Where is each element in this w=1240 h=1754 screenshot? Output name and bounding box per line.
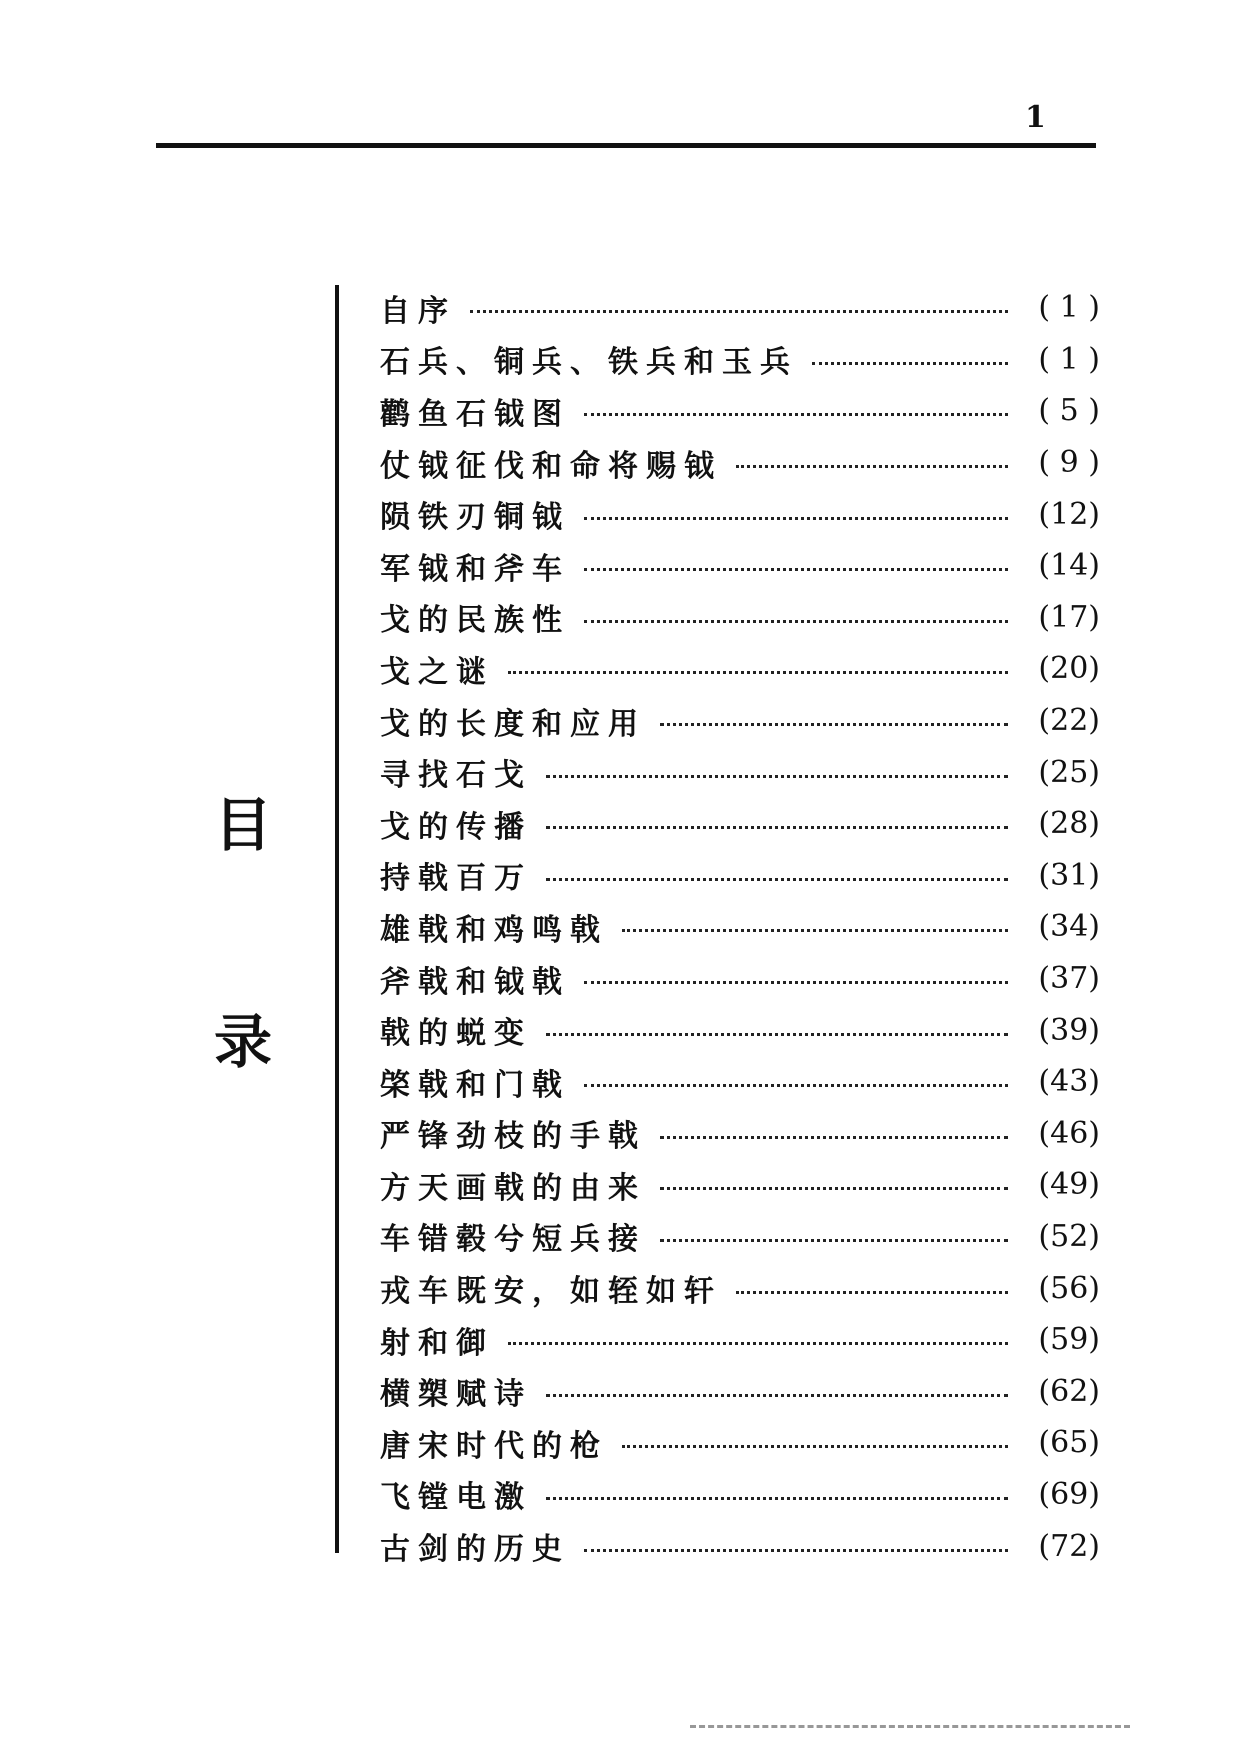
toc-entry-title: 鹳鱼石钺图 xyxy=(380,396,570,432)
header-rule xyxy=(156,143,1096,148)
toc-entry[interactable] xyxy=(380,334,1100,386)
toc-entry[interactable] xyxy=(380,437,1100,489)
toc-entry-page: (65) xyxy=(1038,1425,1100,1461)
toc-entry-page: (52) xyxy=(1038,1218,1100,1254)
toc-entry-page: (37) xyxy=(1038,961,1100,997)
toc-leader-dots xyxy=(584,981,1008,984)
toc-leader-dots xyxy=(584,413,1008,416)
toc-entry[interactable] xyxy=(380,850,1100,902)
toc-entry-page: (69) xyxy=(1038,1476,1100,1512)
toc-entry[interactable] xyxy=(380,1211,1100,1263)
toc-leader-dots xyxy=(546,1033,1008,1036)
toc-entry-title: 横槊赋诗 xyxy=(380,1377,532,1413)
toc-entry[interactable] xyxy=(380,695,1100,747)
toc-entry[interactable] xyxy=(380,798,1100,850)
toc-entry[interactable] xyxy=(380,1159,1100,1211)
toc-leader-dots xyxy=(546,878,1008,881)
toc-entry[interactable] xyxy=(380,1417,1100,1469)
toc-entry-page: (17) xyxy=(1038,599,1100,635)
toc-entry-title: 棨戟和门戟 xyxy=(380,1067,570,1103)
toc-entry-title: 持戟百万 xyxy=(380,861,532,897)
toc-entry-title: 自序 xyxy=(380,293,456,329)
toc-entry-title: 飞镗电激 xyxy=(380,1480,532,1516)
toc-entry-page: (49) xyxy=(1038,1167,1100,1203)
toc-entry-title: 斧戟和钺戟 xyxy=(380,964,570,1000)
side-title-char-1: 目 xyxy=(213,791,272,859)
table-of-contents xyxy=(380,282,1100,1572)
toc-entry-page: ( 1 ) xyxy=(1038,341,1100,377)
toc-entry-page: (25) xyxy=(1038,754,1100,790)
toc-entry-page: (12) xyxy=(1038,496,1100,532)
toc-entry-title: 石兵、铜兵、铁兵和玉兵 xyxy=(380,345,798,381)
toc-leader-dots xyxy=(546,826,1008,829)
toc-vertical-rule xyxy=(335,285,339,1553)
toc-entry[interactable] xyxy=(380,540,1100,592)
toc-leader-dots xyxy=(660,723,1008,726)
toc-leader-dots xyxy=(622,1445,1008,1448)
toc-entry[interactable] xyxy=(380,1262,1100,1314)
side-title-char-2: 录 xyxy=(213,1008,272,1076)
toc-entry[interactable] xyxy=(380,1056,1100,1108)
toc-entry[interactable] xyxy=(380,385,1100,437)
toc-entry-title: 军钺和斧车 xyxy=(380,551,570,587)
toc-leader-dots xyxy=(584,1549,1008,1552)
toc-leader-dots xyxy=(584,620,1008,623)
toc-entry-title: 戈的长度和应用 xyxy=(380,706,646,742)
toc-entry-page: (31) xyxy=(1038,857,1100,893)
toc-entry[interactable] xyxy=(380,901,1100,953)
toc-entry-page: ( 1 ) xyxy=(1038,290,1100,326)
toc-entry-page: (43) xyxy=(1038,1064,1100,1100)
toc-entry-title: 古剑的历史 xyxy=(380,1532,570,1568)
toc-entry[interactable] xyxy=(380,1365,1100,1417)
toc-leader-dots xyxy=(546,775,1008,778)
toc-leader-dots xyxy=(736,465,1008,468)
toc-leader-dots xyxy=(660,1187,1008,1190)
toc-entry[interactable] xyxy=(380,1469,1100,1521)
toc-entry[interactable] xyxy=(380,592,1100,644)
toc-entry-title: 戈的民族性 xyxy=(380,603,570,639)
toc-entry[interactable] xyxy=(380,953,1100,1005)
toc-entry-title: 唐宋时代的枪 xyxy=(380,1428,608,1464)
toc-entry-page: (28) xyxy=(1038,806,1100,842)
toc-leader-dots xyxy=(508,671,1008,674)
toc-entry-title: 戈之谜 xyxy=(380,654,494,690)
toc-entry-page: (20) xyxy=(1038,651,1100,687)
toc-leader-dots xyxy=(584,1084,1008,1087)
toc-entry-title: 严锋劲枝的手戟 xyxy=(380,1119,646,1155)
toc-leader-dots xyxy=(546,1394,1008,1397)
toc-entry-page: (34) xyxy=(1038,909,1100,945)
toc-entry[interactable] xyxy=(380,1314,1100,1366)
toc-entry-title: 车错毂兮短兵接 xyxy=(380,1222,646,1258)
toc-leader-dots xyxy=(508,1342,1008,1345)
toc-leader-dots xyxy=(812,362,1008,365)
toc-entry[interactable] xyxy=(380,282,1100,334)
toc-entry-page: (39) xyxy=(1038,1012,1100,1048)
toc-entry-title: 戎车既安，如轾如轩 xyxy=(380,1274,722,1310)
toc-entry-page: ( 5 ) xyxy=(1038,393,1100,429)
toc-leader-dots xyxy=(660,1136,1008,1139)
toc-leader-dots xyxy=(660,1239,1008,1242)
toc-entry-title: 寻找石戈 xyxy=(380,758,532,794)
toc-entry-title: 陨铁刃铜钺 xyxy=(380,500,570,536)
toc-entry-page: (72) xyxy=(1038,1528,1100,1564)
toc-entry[interactable] xyxy=(380,746,1100,798)
toc-leader-dots xyxy=(546,1497,1008,1500)
toc-entry-title: 戈的传播 xyxy=(380,809,532,845)
toc-entry-title: 雄戟和鸡鸣戟 xyxy=(380,912,608,948)
toc-entry[interactable] xyxy=(380,488,1100,540)
footer-scan-noise xyxy=(690,1722,1130,1728)
toc-entry-page: (62) xyxy=(1038,1373,1100,1409)
toc-entry[interactable] xyxy=(380,1004,1100,1056)
toc-entry-page: ( 9 ) xyxy=(1038,445,1100,481)
toc-entry-page: (14) xyxy=(1038,548,1100,584)
toc-entry-page: (22) xyxy=(1038,703,1100,739)
toc-entry-title: 仗钺征伐和命将赐钺 xyxy=(380,448,722,484)
toc-entry-title: 戟的蜕变 xyxy=(380,1016,532,1052)
toc-leader-dots xyxy=(470,310,1008,313)
toc-entry[interactable] xyxy=(380,643,1100,695)
toc-entry-title: 方天画戟的由来 xyxy=(380,1170,646,1206)
toc-entry-page: (59) xyxy=(1038,1322,1100,1358)
toc-entry[interactable] xyxy=(380,1108,1100,1160)
page-number: 1 xyxy=(1025,100,1046,135)
toc-leader-dots xyxy=(584,568,1008,571)
toc-entry-page: (46) xyxy=(1038,1115,1100,1151)
toc-entry-title: 射和御 xyxy=(380,1325,494,1361)
toc-entry[interactable] xyxy=(380,1520,1100,1572)
toc-entry-page: (56) xyxy=(1038,1270,1100,1306)
toc-leader-dots xyxy=(622,929,1008,932)
toc-leader-dots xyxy=(736,1291,1008,1294)
toc-leader-dots xyxy=(584,517,1008,520)
